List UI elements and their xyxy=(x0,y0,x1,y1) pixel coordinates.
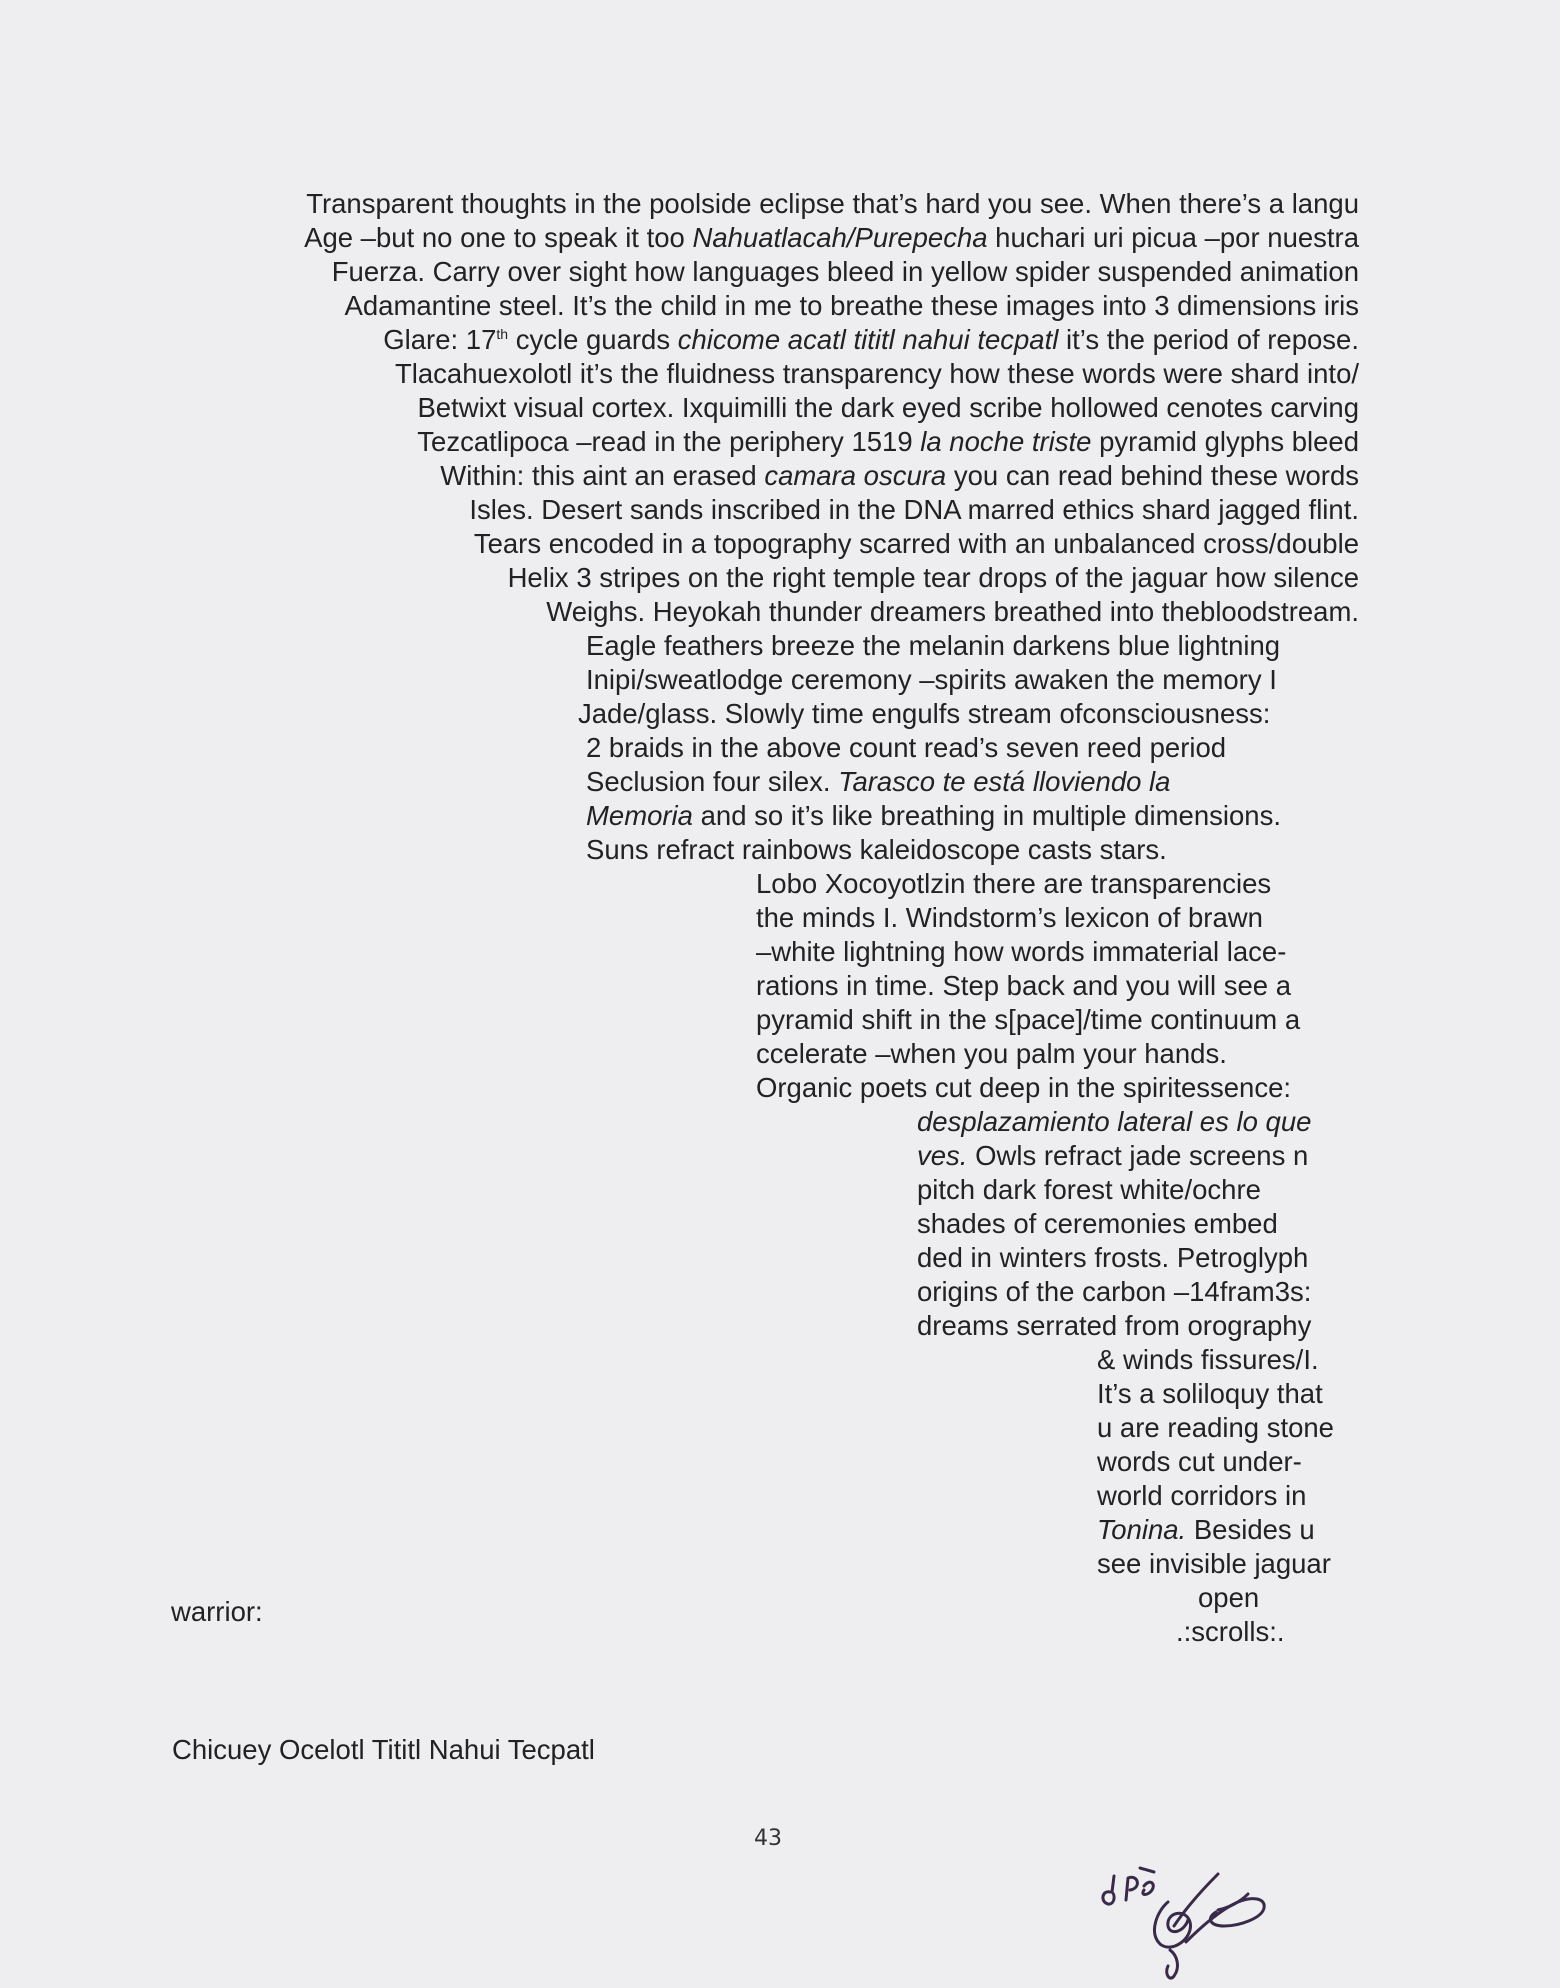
line-text: Besides u xyxy=(1186,1514,1315,1545)
poem-line xyxy=(756,867,1271,901)
line-text: the minds I. Windstorm’s lexicon of brawn xyxy=(756,902,1263,933)
line-text: Lobo Xocoyotlzin there are transparencies xyxy=(756,868,1272,899)
poem-line xyxy=(1097,1377,1323,1411)
poem-line xyxy=(345,289,1359,323)
line-text: open xyxy=(1198,1582,1260,1613)
line-text: .:scrolls:. xyxy=(1176,1616,1285,1647)
line-text: world corridors in xyxy=(1097,1480,1307,1511)
poem-line xyxy=(469,493,1359,527)
line-text: Jade/glass. Slowly time engulfs stream ofconsciousness: xyxy=(578,698,1271,729)
poem-line xyxy=(395,357,1359,391)
line-text: Within: this aint an erased xyxy=(440,460,765,491)
poem-line xyxy=(1097,1547,1331,1581)
poem-line xyxy=(1097,1343,1319,1377)
poem-line xyxy=(1097,1479,1306,1513)
line-text: Suns refract rainbows kaleidoscope casts stars. xyxy=(586,834,1167,865)
line-text: huchari uri picua –por nuestra xyxy=(987,222,1359,253)
line-text: Seclusion four silex. xyxy=(586,766,839,797)
poem-line xyxy=(756,1003,1300,1037)
poem-line xyxy=(474,527,1359,561)
poem-line xyxy=(917,1241,1308,1275)
line-text: see invisible jaguar xyxy=(1097,1548,1331,1579)
italic-phrase: camara oscura xyxy=(764,460,947,491)
line-text: Weighs. Heyokah thunder dreamers breathed into thebloodstream. xyxy=(546,596,1359,627)
poem-line xyxy=(756,901,1263,935)
line-text: Organic poets cut deep in the spiritessence: xyxy=(756,1072,1292,1103)
poem-line xyxy=(917,1139,1308,1173)
poem-line xyxy=(586,629,1280,663)
poem-line xyxy=(917,1309,1311,1343)
italic-phrase: Nahuatlacah/Purepecha xyxy=(692,222,988,253)
line-text: and so it’s like breathing in multiple dimensions. xyxy=(692,800,1281,831)
poem-line xyxy=(306,187,1359,221)
poem-line xyxy=(417,425,1359,459)
line-text: you can read behind these words xyxy=(946,460,1359,491)
line-text: Owls refract jade screens n xyxy=(967,1140,1309,1171)
author-byline: Chicuey Ocelotl Tititl Nahui Tecpatl xyxy=(172,1734,595,1765)
line-text: Transparent thoughts in the poolside eclipse that’s hard you see. When there’s a langu xyxy=(306,188,1359,219)
line-text: Betwixt visual cortex. Ixquimilli the dark eyed scribe hollowed cenotes carving xyxy=(417,392,1359,423)
poem-line xyxy=(578,697,1270,731)
poem-line xyxy=(1097,1411,1334,1445)
superscript: th xyxy=(496,325,509,342)
handwritten-signature xyxy=(1090,1850,1290,1985)
poem-line xyxy=(304,221,1359,255)
line-text: Tears encoded in a topography scarred with an unbalanced cross/double xyxy=(473,528,1359,559)
line-text: Adamantine steel. It’s the child in me to breathe these images into 3 dimensions iris xyxy=(344,290,1359,321)
line-text: words cut under- xyxy=(1097,1446,1302,1477)
poem-line xyxy=(917,1207,1278,1241)
italic-phrase: la noche triste xyxy=(920,426,1092,457)
poem-line xyxy=(586,799,1281,833)
line-text: –white lightning how words immaterial lace- xyxy=(756,936,1287,967)
line-text: ded in winters frosts. Petroglyph xyxy=(917,1242,1309,1273)
poem-line xyxy=(917,1275,1311,1309)
poem-line xyxy=(756,1071,1291,1105)
line-text: It’s a soliloquy that xyxy=(1097,1378,1323,1409)
italic-phrase: chicome acatl tititl nahui tecpatl xyxy=(677,324,1059,355)
line-text: pyramid glyphs bleed xyxy=(1091,426,1359,457)
line-text: dreams serrated from orography xyxy=(917,1310,1312,1341)
line-text: rations in time. Step back and you will see a xyxy=(756,970,1292,1001)
page-number: 43 xyxy=(754,1826,782,1851)
poem-line xyxy=(1176,1615,1284,1649)
italic-phrase: desplazamiento lateral es lo que xyxy=(917,1106,1312,1137)
line-text: Glare: 17 xyxy=(383,324,497,355)
line-text: pyramid shift in the s[pace]/time continuum a xyxy=(756,1004,1301,1035)
line-text: it’s the period of repose. xyxy=(1058,324,1359,355)
line-text: Helix 3 stripes on the right temple tear drops of the jaguar how silence xyxy=(507,562,1359,593)
italic-phrase: Tonina. xyxy=(1097,1514,1187,1545)
line-text: origins of the carbon –14fram3s: xyxy=(917,1276,1312,1307)
italic-phrase: Memoria xyxy=(586,800,693,831)
line-text: shades of ceremonies embed xyxy=(917,1208,1278,1239)
poem-line xyxy=(508,561,1359,595)
line-text: Eagle feathers breeze the melanin darkens blue lightning xyxy=(586,630,1281,661)
poem-line xyxy=(546,595,1359,629)
italic-phrase: ves. xyxy=(917,1140,968,1171)
poem-line xyxy=(586,765,1170,799)
line-text: u are reading stone xyxy=(1097,1412,1334,1443)
italic-phrase: Tarasco te está lloviendo la xyxy=(838,766,1171,797)
poem-line xyxy=(1198,1581,1259,1615)
poem-line xyxy=(586,731,1226,765)
poem-line xyxy=(1097,1445,1302,1479)
line-text: Inipi/sweatlodge ceremony –spirits awaken the memory I xyxy=(586,664,1277,695)
warrior-label: warrior: xyxy=(171,1596,263,1627)
line-text: ccelerate –when you palm your hands. xyxy=(756,1038,1227,1069)
poem-line xyxy=(1097,1513,1315,1547)
line-text: Age –but no one to speak it too xyxy=(304,222,693,253)
line-text: cycle guards xyxy=(508,324,678,355)
poem-line xyxy=(756,1037,1227,1071)
poem-line xyxy=(383,323,1359,357)
line-text: & winds fissures/I. xyxy=(1097,1344,1319,1375)
poem-line xyxy=(440,459,1359,493)
line-text: Fuerza. Carry over sight how languages bleed in yellow spider suspended animation xyxy=(331,256,1359,287)
line-text: Tezcatlipoca –read in the periphery 1519 xyxy=(417,426,921,457)
poem-line xyxy=(917,1173,1261,1207)
line-text: Tlacahuexolotl it’s the fluidness transparency how these words were shard into/ xyxy=(394,358,1359,389)
poem-line xyxy=(332,255,1359,289)
poem-line xyxy=(756,935,1286,969)
poem-line xyxy=(917,1105,1311,1139)
line-text: Isles. Desert sands inscribed in the DNA marred ethics shard jagged flint. xyxy=(469,494,1359,525)
poem-line xyxy=(417,391,1359,425)
poem-line xyxy=(586,663,1277,697)
poem-line xyxy=(756,969,1291,1003)
line-text: pitch dark forest white/ochre xyxy=(917,1174,1261,1205)
line-text: 2 braids in the above count read’s seven reed period xyxy=(586,732,1227,763)
poem-line xyxy=(586,833,1167,867)
